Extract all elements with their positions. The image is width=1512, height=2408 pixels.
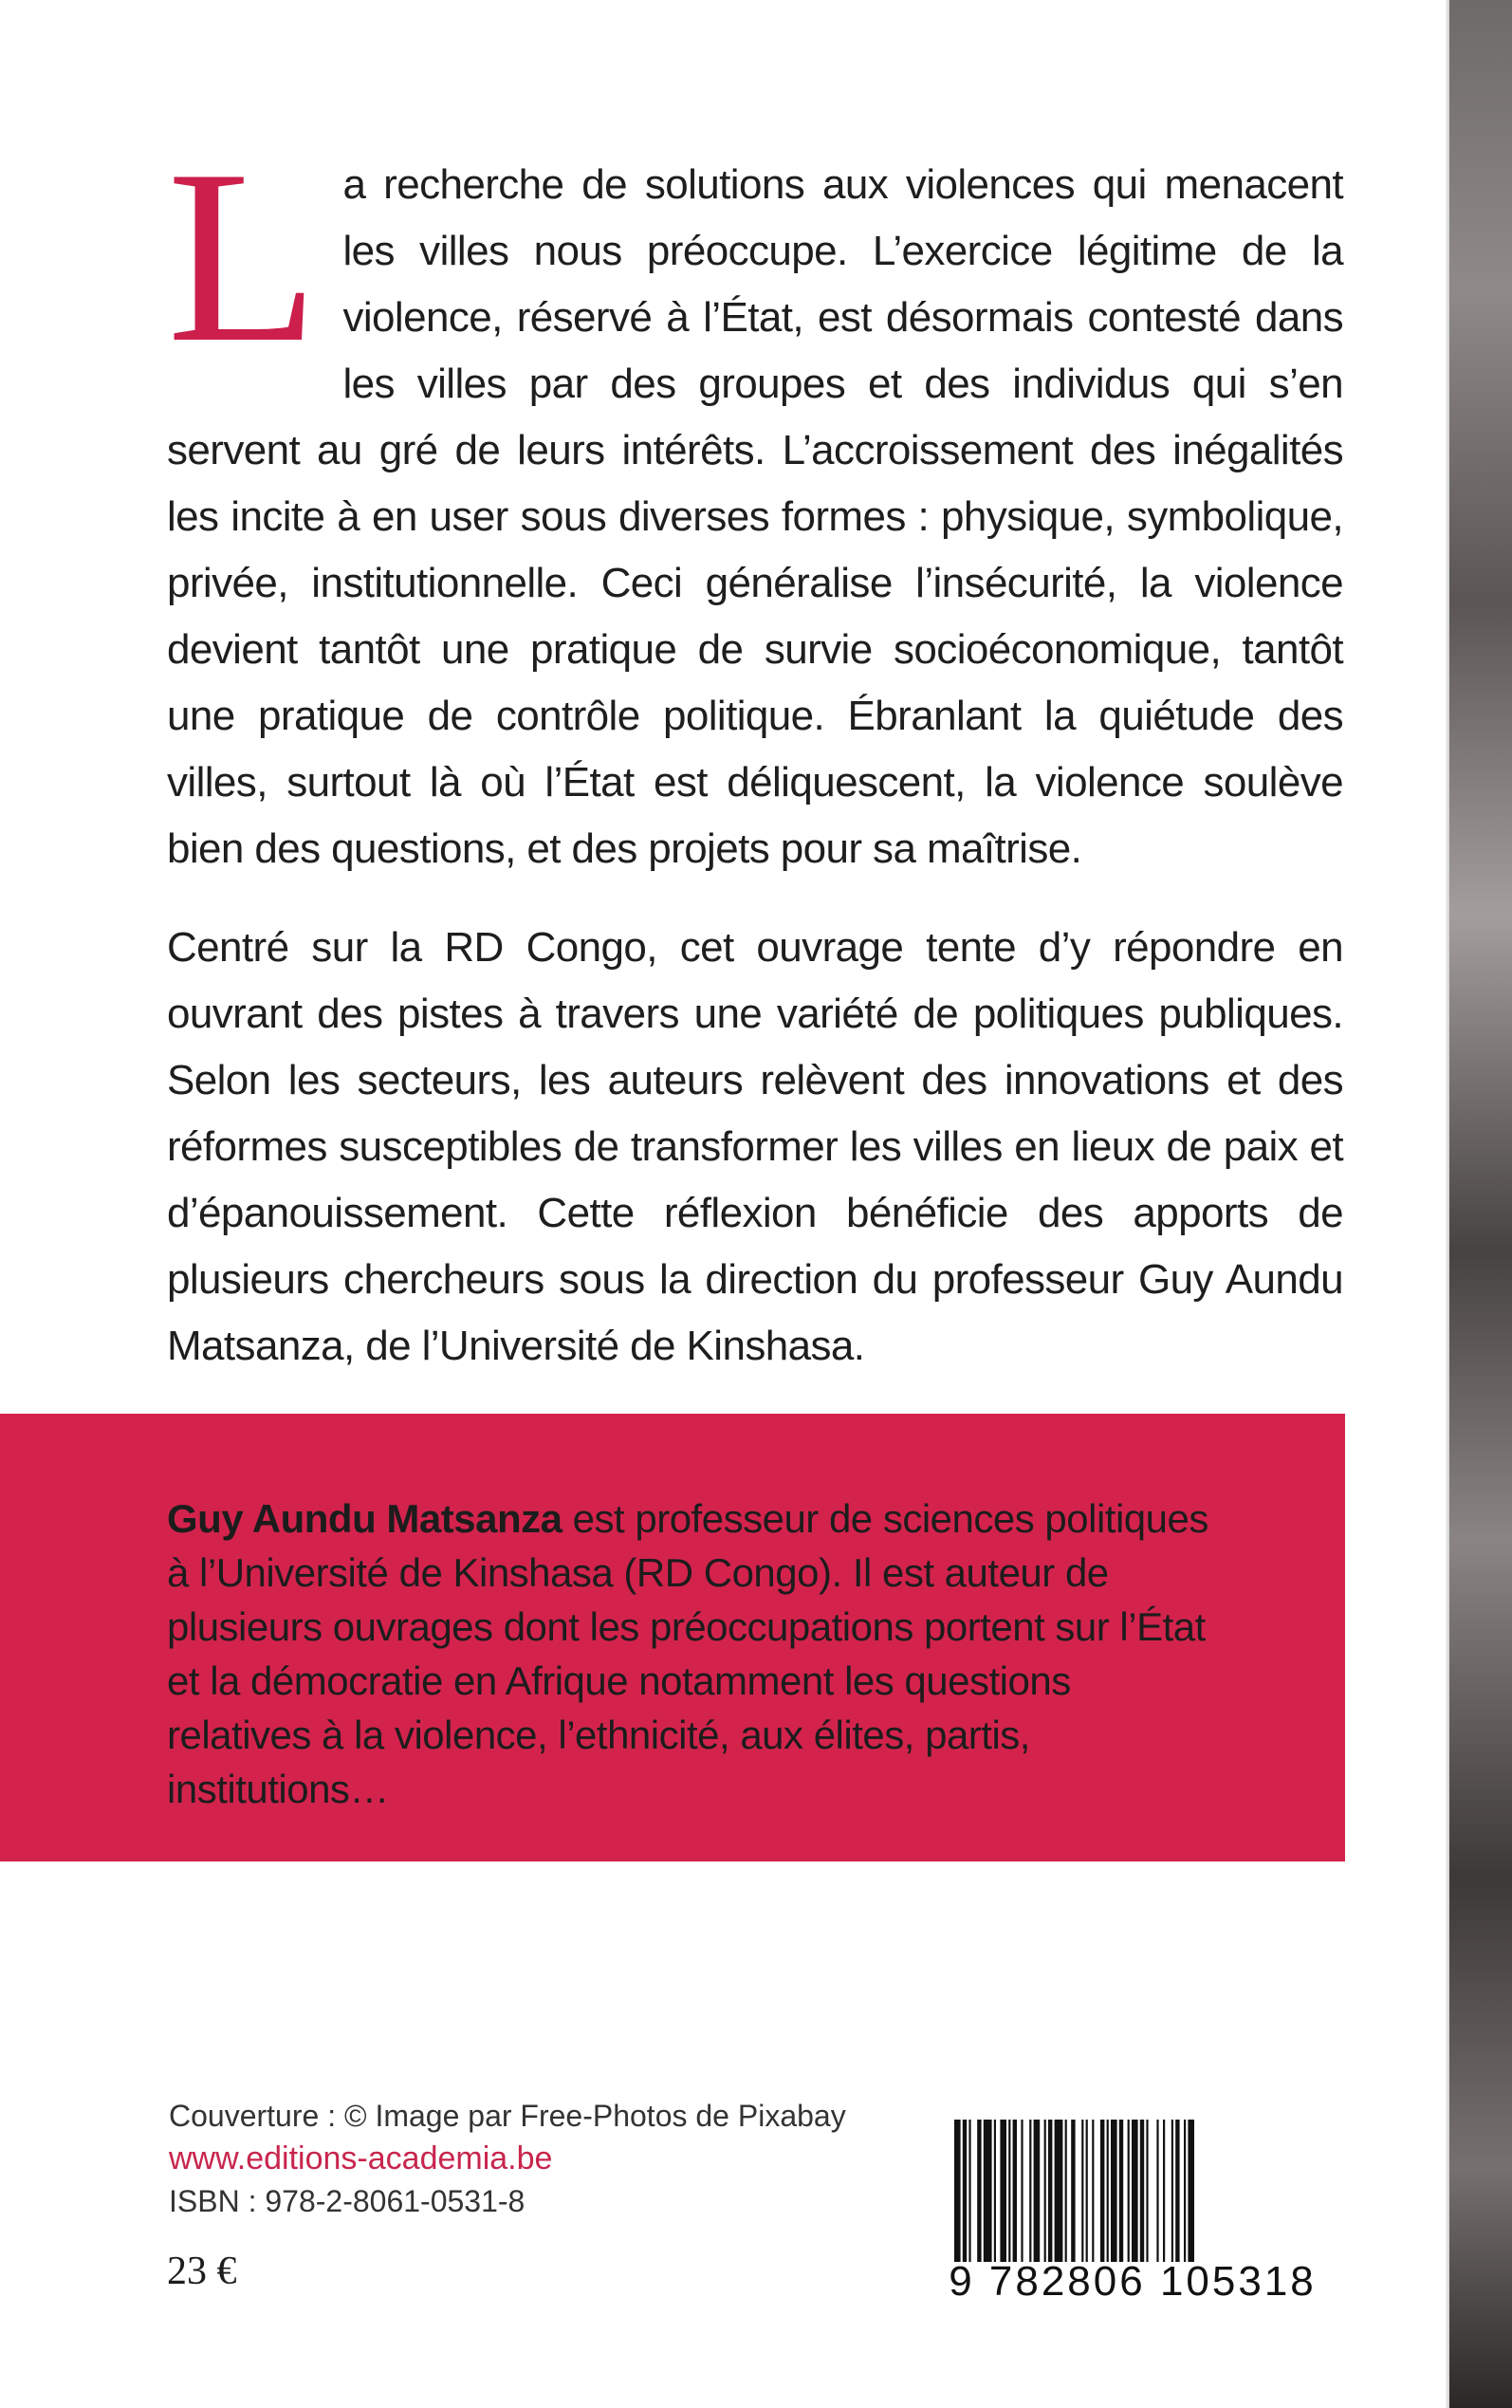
barcode-bar	[963, 2120, 967, 2262]
barcode-bar	[968, 2120, 970, 2262]
credits-block	[169, 2095, 846, 2223]
barcode-bar	[1111, 2120, 1117, 2262]
barcode-bar	[1065, 2120, 1067, 2262]
barcode-bar	[954, 2120, 961, 2262]
barcode-bar	[994, 2120, 996, 2262]
author-bio	[167, 1491, 1218, 1816]
barcode-bar	[1163, 2120, 1165, 2262]
barcode-bar	[977, 2120, 981, 2262]
barcode-bar	[1140, 2120, 1144, 2262]
barcode-bar	[1171, 2120, 1173, 2262]
barcode-bar	[1119, 2120, 1123, 2262]
barcode-bar	[1175, 2120, 1179, 2262]
barcode-bar	[1100, 2120, 1104, 2262]
barcode-bar	[1044, 2120, 1046, 2262]
barcode-bar	[1008, 2120, 1010, 2262]
barcode-bar	[984, 2120, 992, 2262]
barcode-bar	[1048, 2120, 1052, 2262]
spine-edge	[1446, 0, 1449, 2408]
publisher-website[interactable]: www.editions-academia.be	[169, 2140, 553, 2176]
barcode-bar	[1029, 2120, 1031, 2262]
paragraph-1-text: a recherche de solutions aux violences qui menacent les villes nous préoccupe. L’exercice légitime de la violence, réservé à l’État, est désormais contesté dans les villes par des groupes et des individus qui s’en servent au gré de leurs intérêts. L’accroissement des inégalités les incite à en user sous diverses formes : physique, symbolique, privée, institutionnelle. Ceci généralise l’insécurité, la violence devient tantôt une pratique de survie socioéconomique, tantôt une pratique de contrôle politique. Ébranlant la quiétude des villes, surtout là où l’État est déliquescent, la violence soulève bien des questions, et des projets pour sa maîtrise.	[167, 161, 1343, 872]
barcode-bar	[1071, 2120, 1075, 2262]
isbn-line: ISBN : 978-2-8061-0531-8	[169, 2184, 526, 2218]
cover-credit: Couverture : © Image par Free-Photos de Pixabay	[169, 2099, 846, 2133]
barcode-bar	[1086, 2120, 1088, 2262]
barcode-bar	[1107, 2120, 1109, 2262]
barcode-bar	[1146, 2120, 1148, 2262]
back-cover-summary	[167, 119, 1343, 1412]
barcode-bar	[1184, 2120, 1186, 2262]
author-name: Guy Aundu Matsanza	[167, 1496, 562, 1541]
summary-paragraph-2: Centré sur la RD Congo, cet ouvrage tente d’y répondre en ouvrant des pistes à travers une variété de politiques publiques. Selon les secteurs, les auteurs relèvent des innovations et des réformes susceptibles de transformer les villes en lieux de paix et d’épanouissement. Cette réflexion bénéficie des apports de plusieurs chercheurs sous la direction du professeur Guy Aundu Matsanza, de l’Université de Kinshasa.	[167, 924, 1343, 1369]
barcode-bar	[1128, 2120, 1130, 2262]
summary-paragraph-1	[167, 119, 1343, 882]
barcode-bar	[1034, 2120, 1041, 2262]
barcode-digits: 9 782806 105318	[949, 2258, 1317, 2305]
barcode-bar	[1156, 2120, 1158, 2262]
barcode-bar	[1092, 2120, 1094, 2262]
drop-cap: L	[167, 119, 319, 394]
spine-photo-strip	[1449, 0, 1512, 2408]
barcode-bar	[1013, 2120, 1017, 2262]
barcode-bar	[1000, 2120, 1006, 2262]
barcode-bar	[1081, 2120, 1083, 2262]
barcode-bar	[1132, 2120, 1138, 2262]
price: 23 €	[167, 2250, 237, 2293]
barcode-bar	[1055, 2120, 1063, 2262]
author-bio-text: est professeur de sciences politiques à l’Université de Kinshasa (RD Congo). Il est auteur de plusieurs ouvrages dont les préoccupations portent sur l’État et la démocratie en Afrique notamment les questions relatives à la violence, l’ethnicité, aux élites, partis, institutions…	[167, 1496, 1208, 1811]
barcode-bar	[1021, 2120, 1023, 2262]
barcode-bar	[1188, 2120, 1194, 2262]
